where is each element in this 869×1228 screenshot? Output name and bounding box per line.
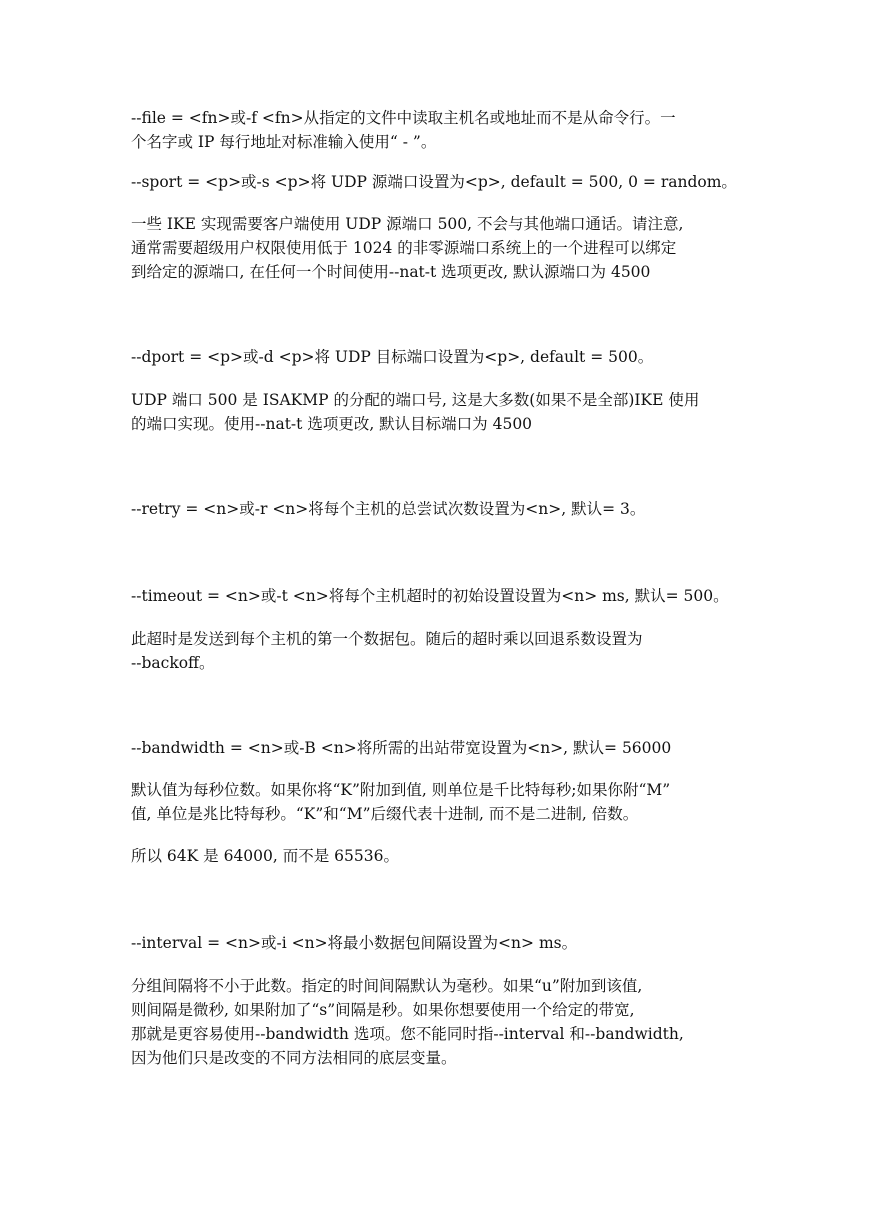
text-line: 到给定的源端口, 在任何一个时间使用--nat-t 选项更改, 默认源端口为 4500 [131, 263, 651, 281]
paragraph-dport-option [131, 345, 751, 369]
paragraph-bandwidth-description [131, 778, 751, 826]
paragraph-sport-description [131, 212, 751, 284]
text-line: 个名字或 IP 每行地址对标准输入使用“ - ”。 [131, 133, 437, 151]
text-line: 一些 IKE 实现需要客户端使用 UDP 源端口 500, 不会与其他端口通话。请注意, [131, 215, 684, 233]
text-line: 那就是更容易使用--bandwidth 选项。您不能同时指--interval 和--bandwidth, [131, 1025, 684, 1043]
text-line: 分组间隔将不小于此数。指定的时间间隔默认为毫秒。如果“u”附加到该值, [131, 977, 643, 995]
text-line: 通常需要超级用户权限使用低于 1024 的非零源端口系统上的一个进程可以绑定 [131, 239, 677, 257]
paragraph-timeout-description [131, 627, 751, 675]
paragraph-timeout-option [131, 584, 751, 608]
text-line: --file = <fn>或-f <fn>从指定的文件中读取主机名或地址而不是从命令行。一 [131, 109, 676, 127]
paragraph-bandwidth-example [131, 844, 751, 868]
text-line: --sport = <p>或-s <p>将 UDP 源端口设置为<p>, default = 500, 0 = random。 [131, 173, 737, 191]
text-line: 的端口实现。使用--nat-t 选项更改, 默认目标端口为 4500 [131, 415, 533, 433]
text-line: 默认值为每秒位数。如果你将“K”附加到值, 则单位是千比特每秒;如果你附“M” [131, 781, 671, 799]
paragraph-interval-description [131, 974, 751, 1070]
text-line: --backoff。 [131, 654, 215, 672]
text-line: --timeout = <n>或-t <n>将每个主机超时的初始设置设置为<n> ms, 默认= 500。 [131, 587, 729, 605]
paragraph-interval-option [131, 931, 751, 955]
paragraph-dport-description [131, 388, 751, 436]
paragraph-retry-option [131, 497, 751, 521]
text-line: 因为他们只是改变的不同方法相同的底层变量。 [131, 1049, 457, 1067]
text-line: --bandwidth = <n>或-B <n>将所需的出站带宽设置为<n>, 默认= 56000 [131, 739, 672, 757]
paragraph-file-option [131, 106, 751, 154]
text-line: UDP 端口 500 是 ISAKMP 的分配的端口号, 这是大多数(如果不是全部)IKE 使用 [131, 391, 700, 409]
text-line: 则间隔是微秒, 如果附加了“s”间隔是秒。如果你想要使用一个给定的带宽, [131, 1001, 635, 1019]
text-line: 值, 单位是兆比特每秒。“K”和“M”后缀代表十进制, 而不是二进制, 倍数。 [131, 805, 639, 823]
text-line: 所以 64K 是 64000, 而不是 65536。 [131, 847, 399, 865]
text-line: --dport = <p>或-d <p>将 UDP 目标端口设置为<p>, default = 500。 [131, 348, 654, 366]
text-line: --interval = <n>或-i <n>将最小数据包间隔设置为<n> ms。 [131, 934, 578, 952]
paragraph-bandwidth-option [131, 736, 751, 760]
text-line: --retry = <n>或-r <n>将每个主机的总尝试次数设置为<n>, 默认= 3。 [131, 500, 646, 518]
paragraph-sport-option [131, 170, 751, 194]
text-line: 此超时是发送到每个主机的第一个数据包。随后的超时乘以回退系数设置为 [131, 630, 643, 648]
